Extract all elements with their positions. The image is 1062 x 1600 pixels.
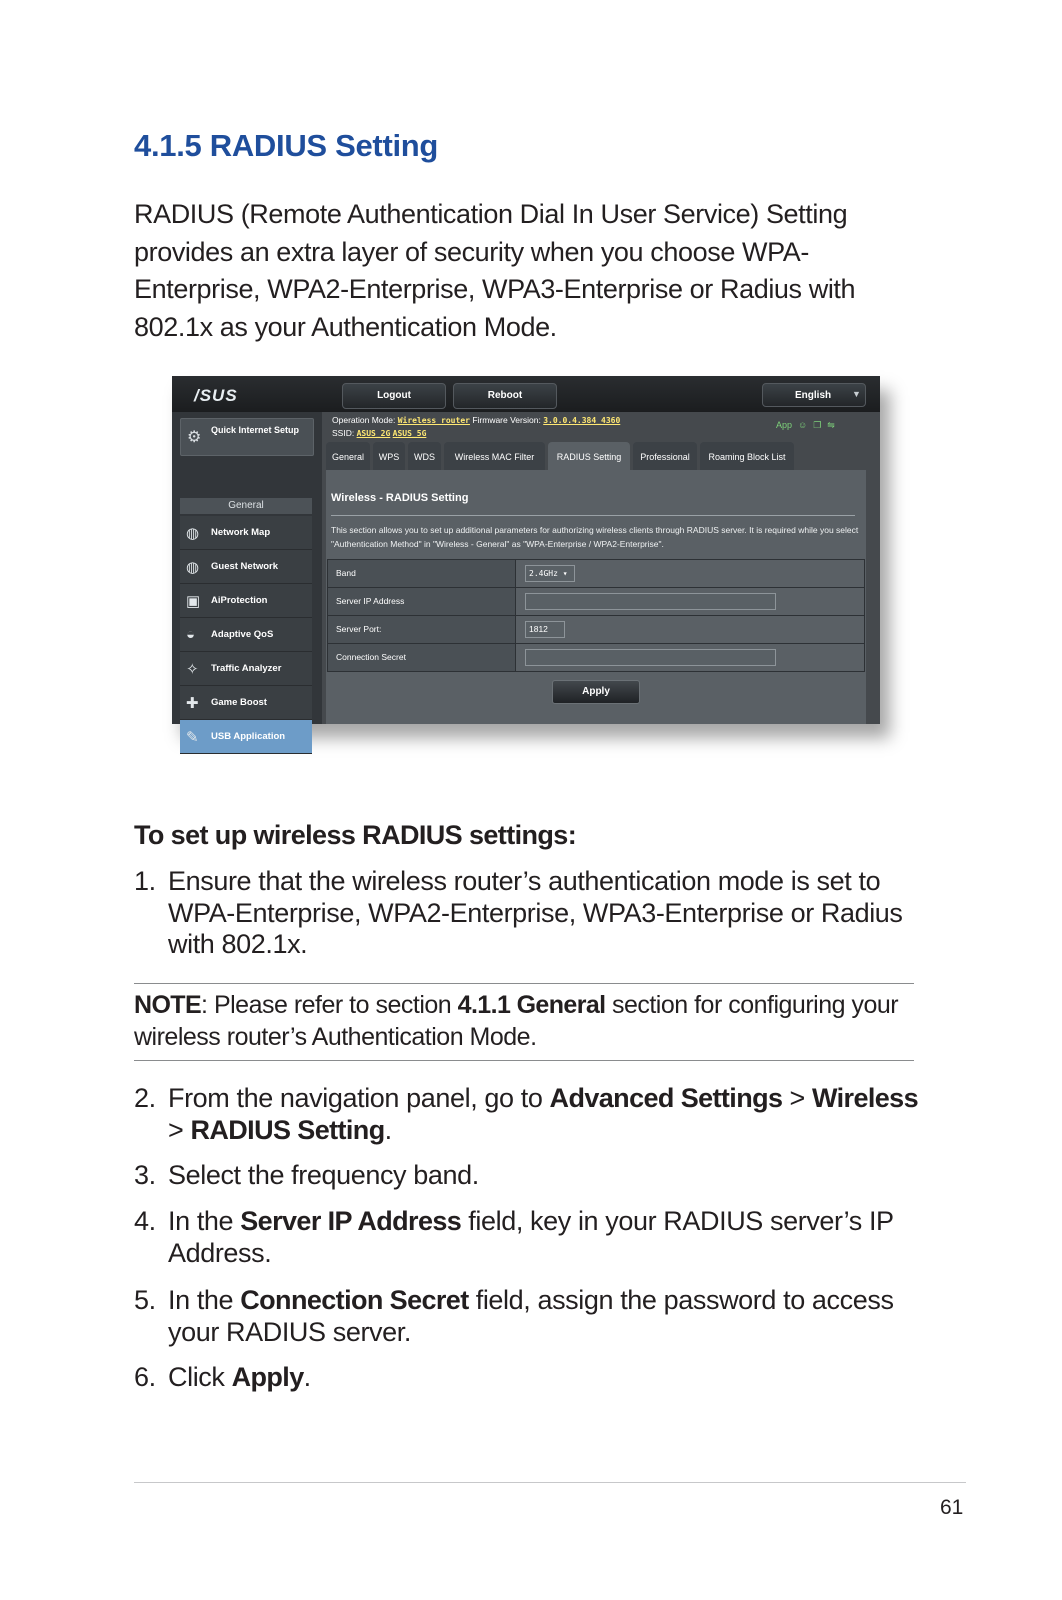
band-select[interactable]: 2.4GHz ▾ xyxy=(525,565,575,582)
tab-wds[interactable]: WDS xyxy=(408,442,441,470)
connection-secret-row xyxy=(327,643,865,672)
step-3 xyxy=(134,1160,924,1192)
step-number: 1. xyxy=(134,866,156,896)
note-text: : Please refer to section xyxy=(201,991,458,1019)
server-ip-input[interactable] xyxy=(525,593,776,610)
asus-logo: /SUS xyxy=(194,386,238,405)
step-text-part: . xyxy=(303,1362,311,1392)
step-number: 4. xyxy=(134,1206,156,1236)
step-bold-term: RADIUS Setting xyxy=(190,1114,385,1145)
step-text: Select the frequency band. xyxy=(168,1160,479,1190)
step-text-part: . xyxy=(384,1114,392,1145)
section-heading: 4.1.5 RADIUS Setting xyxy=(134,128,439,163)
step-text-part: In the xyxy=(168,1285,241,1315)
ssid-label: SSID: xyxy=(332,428,355,438)
server-port-row xyxy=(327,615,865,644)
chevron-down-icon: ▼ xyxy=(852,389,861,399)
step-bold-term: Wireless xyxy=(811,1083,919,1113)
step-text xyxy=(168,1362,924,1394)
usb-icon: ✎ xyxy=(186,729,199,746)
sidebar-item-label: AiProtection xyxy=(211,595,268,606)
lock-icon: ▣ xyxy=(186,593,201,610)
reboot-button[interactable]: Reboot xyxy=(453,383,557,409)
step-6 xyxy=(134,1362,924,1394)
step-bold-term: Advanced Settings xyxy=(549,1083,783,1113)
step-number: 6. xyxy=(134,1362,156,1392)
note xyxy=(134,990,924,1053)
sidebar-item-label: Game Boost xyxy=(211,697,267,708)
language-select[interactable]: English xyxy=(762,383,866,407)
step-text xyxy=(168,1083,924,1146)
panel-title: Wireless - RADIUS Setting xyxy=(331,492,469,504)
gamepad-icon: ✚ xyxy=(186,695,199,712)
step-text-part: field, key in your RADIUS server’s IP Address. xyxy=(168,1206,894,1268)
sidebar-item-label: Network Map xyxy=(211,527,271,538)
sidebar-item-traffic-analyzer[interactable] xyxy=(180,652,312,686)
sidebar xyxy=(172,412,322,746)
step-bold-term: Server IP Address xyxy=(240,1206,462,1236)
step-text: Ensure that the wireless router’s authentication mode is set to WPA-Enterprise, WPA2-Enterprise, WPA3-Enterprise or Radius with 802.1x. xyxy=(168,866,903,959)
wand-icon: ⚙ xyxy=(187,429,202,446)
router-screenshot xyxy=(172,376,880,746)
apply-button[interactable]: Apply xyxy=(552,680,640,704)
app-label[interactable]: App xyxy=(776,420,793,430)
tab-bar xyxy=(326,442,866,470)
tab-general[interactable]: General xyxy=(326,442,370,470)
sidebar-item-aiprotection[interactable] xyxy=(180,584,312,618)
sidebar-item-game-boost[interactable] xyxy=(180,686,312,720)
tab-wps[interactable]: WPS xyxy=(373,442,405,470)
quick-internet-setup-button[interactable] xyxy=(180,418,314,456)
step-bold-term: Connection Secret xyxy=(240,1285,469,1315)
user-icon[interactable]: ☺ xyxy=(798,420,808,430)
step-5 xyxy=(134,1285,924,1348)
page-number: 61 xyxy=(940,1496,964,1519)
step-bold-term: Apply xyxy=(231,1362,304,1392)
band-row xyxy=(327,559,865,588)
operation-mode-label: Operation Mode: xyxy=(332,415,396,425)
note-top-rule xyxy=(134,983,914,984)
tab-professional[interactable]: Professional xyxy=(633,442,697,470)
step-number: 5. xyxy=(134,1285,156,1315)
panel-description: This section allows you to set up additional parameters for authorizing wireless clients through RADIUS server. It is required while you select "Authentication Method" in "Wireless - General" as "WPA-Enterprise / WPA2-Enterprise". xyxy=(331,525,859,549)
server-ip-label: Server IP Address xyxy=(328,588,516,615)
connection-secret-label: Connection Secret xyxy=(328,644,516,671)
sidebar-item-label: Traffic Analyzer xyxy=(211,663,282,674)
chart-icon: ✧ xyxy=(186,661,199,678)
sidebar-item-network-map[interactable] xyxy=(180,516,312,550)
step-1 xyxy=(134,866,924,961)
logout-button[interactable]: Logout xyxy=(342,383,446,409)
band-selected-value: 2.4GHz xyxy=(529,569,558,578)
quick-setup-label: Quick Internet Setup xyxy=(211,425,300,435)
step-text-part: Click xyxy=(168,1362,232,1392)
server-port-label: Server Port: xyxy=(328,616,516,643)
tab-radius-setting[interactable]: RADIUS Setting xyxy=(548,442,630,470)
band-label: Band xyxy=(328,560,516,587)
server-ip-value-cell xyxy=(517,588,864,615)
step-text xyxy=(168,1285,924,1348)
sidebar-item-label: Guest Network xyxy=(211,561,279,572)
usb-icon[interactable]: ⇋ xyxy=(827,420,835,430)
ssid-5g-link[interactable]: ASUS_5G xyxy=(392,429,427,438)
divider xyxy=(331,515,855,516)
tab-wireless-mac-filter[interactable]: Wireless MAC Filter xyxy=(444,442,545,470)
sidebar-item-label: USB Application xyxy=(211,731,286,742)
status-info xyxy=(332,414,620,440)
ssid-2g-link[interactable]: ASUS_2G xyxy=(356,429,391,438)
gauge-icon: ◒ xyxy=(186,626,196,643)
status-icons xyxy=(776,420,841,431)
sidebar-item-label: Adaptive QoS xyxy=(211,629,274,640)
sidebar-item-guest-network[interactable] xyxy=(180,550,312,584)
globe-icon: ◍ xyxy=(186,525,200,542)
step-text-part: field, assign the password to access your RADIUS server. xyxy=(168,1285,894,1347)
sidebar-item-adaptive-qos[interactable] xyxy=(180,618,312,652)
footer-rule xyxy=(134,1482,966,1483)
step-2 xyxy=(134,1083,924,1146)
connection-secret-value-cell xyxy=(517,644,864,671)
step-text-part: From the navigation panel, go to xyxy=(168,1083,550,1113)
firmware-link[interactable]: 3.0.0.4.384_4360 xyxy=(543,416,621,425)
server-ip-row xyxy=(327,587,865,616)
step-text xyxy=(168,1206,924,1269)
band-value-cell xyxy=(517,560,864,587)
globe-icon: ◍ xyxy=(186,559,200,576)
server-port-input[interactable]: 1812 xyxy=(525,621,565,638)
step-4 xyxy=(134,1206,924,1269)
copy-icon[interactable]: ❐ xyxy=(813,420,822,430)
note-label: NOTE xyxy=(134,991,202,1019)
note-bottom-rule xyxy=(134,1060,914,1061)
server-port-value-cell xyxy=(517,616,864,643)
step-text-part: > xyxy=(168,1114,191,1145)
firmware-label: Firmware Version: xyxy=(472,415,541,425)
settings-panel xyxy=(326,470,866,724)
general-heading: General xyxy=(180,498,312,514)
note-text: section for configuring your wireless router’s Authentication Mode. xyxy=(134,991,899,1051)
connection-secret-input[interactable] xyxy=(525,649,776,666)
operation-mode-link[interactable]: Wireless router xyxy=(397,416,470,425)
step-number: 3. xyxy=(134,1160,156,1190)
step-text-part: In the xyxy=(168,1206,241,1236)
steps-heading: To set up wireless RADIUS settings: xyxy=(134,820,577,850)
intro-paragraph: RADIUS (Remote Authentication Dial In User Service) Setting provides an extra layer of security when you choose WPA-Enterprise, WPA2-Enterprise, WPA3-Enterprise or Radius with 802.1x as your Authentication Mode. xyxy=(134,199,856,342)
top-bar xyxy=(172,376,880,412)
step-text-part: > xyxy=(782,1083,812,1113)
note-reference: 4.1.1 General xyxy=(457,991,606,1019)
sidebar-item-usb-application[interactable] xyxy=(180,720,312,754)
step-number: 2. xyxy=(134,1083,156,1113)
tab-roaming-block-list[interactable]: Roaming Block List xyxy=(700,442,794,470)
